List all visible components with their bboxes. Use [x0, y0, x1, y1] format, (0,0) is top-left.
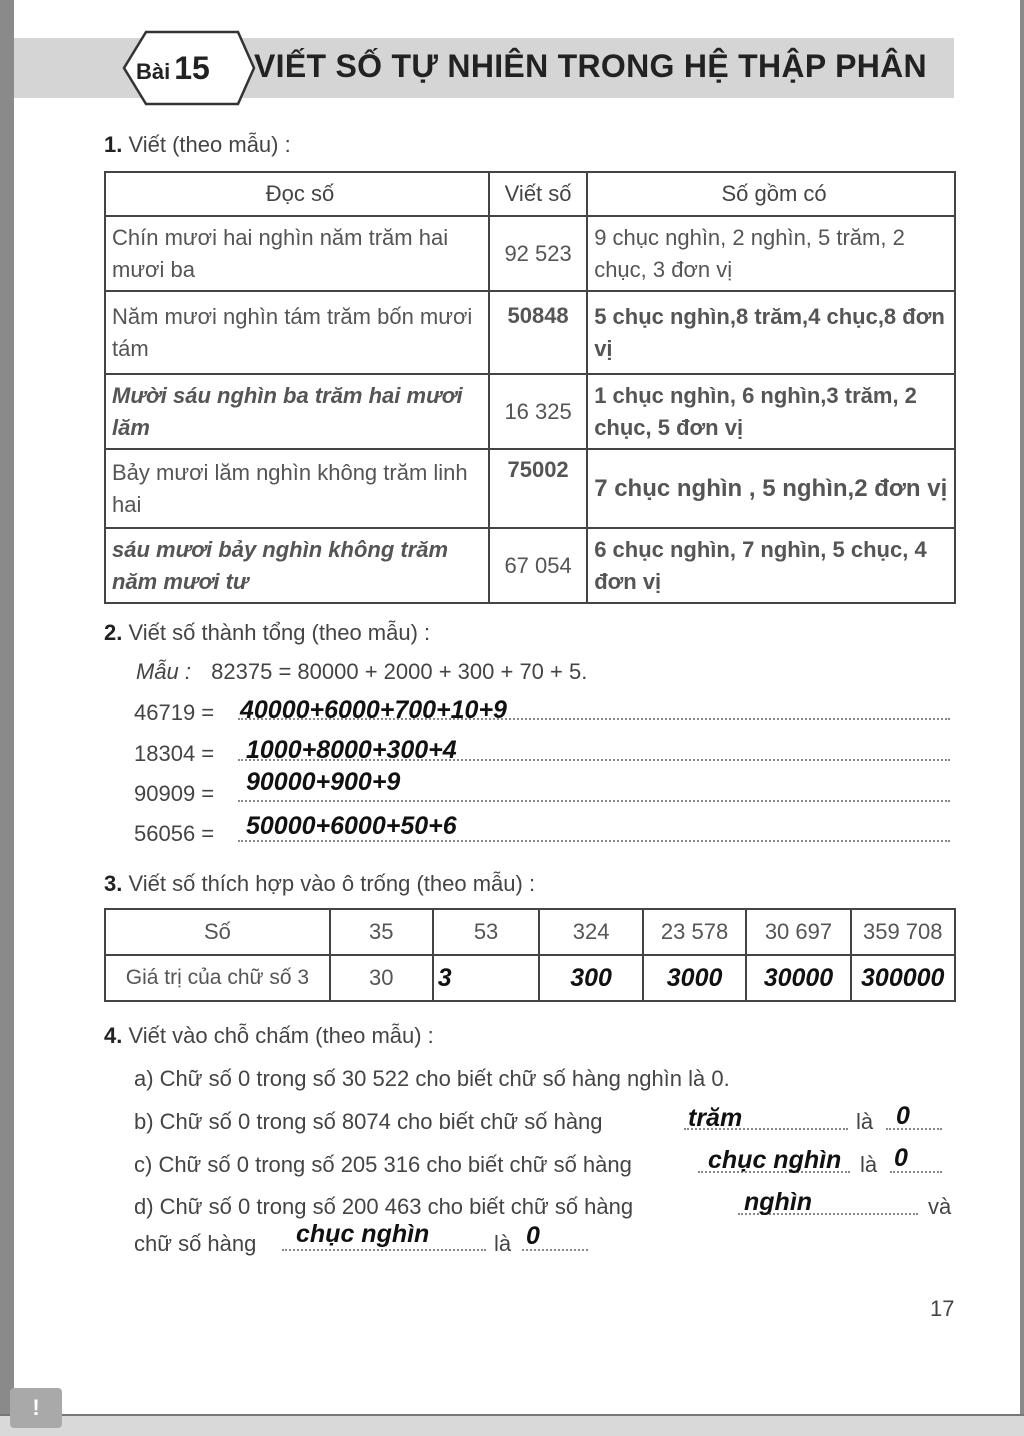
ex4-d-and: và [928, 1194, 952, 1219]
ex4-line-d2: chữ số hàng [134, 1231, 257, 1256]
parts-cell: 9 chục nghìn, 2 nghìn, 5 trăm, 2 chục, 3 đơn vị [587, 216, 955, 291]
table-row [105, 216, 955, 291]
read-cell-answer: Mười sáu nghìn ba trăm hai mươi lăm [105, 374, 489, 449]
number-cell: 30 697 [746, 909, 850, 955]
ex4-d-la: là [494, 1231, 512, 1256]
lesson-number: 15 [174, 50, 210, 86]
number-cell: 324 [539, 909, 642, 955]
exercise-2-prompt: Viết số thành tổng (theo mẫu) : [128, 620, 431, 645]
exercise-1-prompt: Viết (theo mẫu) : [128, 132, 291, 157]
exercise-4-prompt: Viết vào chỗ chấm (theo mẫu) : [128, 1023, 434, 1048]
column-header: Viết số [489, 172, 587, 216]
sum-lhs: 56056 = [134, 821, 215, 846]
ex4-c-answer-2: 0 [894, 1144, 908, 1172]
table-header-row [105, 172, 955, 216]
parts-cell-answer: 1 chục nghìn, 6 nghìn,3 trăm, 2 chục, 5 đơn vị [587, 374, 955, 449]
sum-answer: 1000+8000+300+4 [246, 736, 457, 764]
write-cell: 67 054 [489, 528, 587, 603]
exercise-3-heading [104, 871, 535, 897]
ex4-b-la: là [856, 1109, 874, 1134]
table-row [105, 909, 955, 955]
write-cell: 92 523 [489, 216, 587, 291]
sample-expression: 82375 = 80000 + 2000 + 300 + 70 + 5. [211, 659, 588, 684]
ex4-b-answer-2: 0 [896, 1102, 910, 1130]
parts-cell-answer: 5 chục nghìn,8 trăm,4 chục,8 đơn vị [587, 291, 955, 374]
read-cell: Chín mươi hai nghìn năm trăm hai mươi ba [105, 216, 489, 291]
write-cell-answer: 50848 [489, 291, 587, 374]
value-cell: 30 [330, 955, 433, 1001]
ex4-line-d: d) Chữ số 0 trong số 200 463 cho biết chữ số hàng [134, 1194, 634, 1219]
workbook-page [14, 0, 1020, 1418]
parts-cell-answer: 7 chục nghìn , 5 nghìn,2 đơn vị [587, 449, 955, 528]
read-cell: Bảy mươi lăm nghìn không trăm linh hai [105, 449, 489, 528]
number-cell: 359 708 [851, 909, 956, 955]
sample-line [136, 659, 587, 685]
row-label: Số [105, 909, 330, 955]
ex4-d-answer-1: nghìn [744, 1188, 813, 1216]
answer-dotted-line [238, 800, 950, 802]
table-row [105, 528, 955, 603]
read-cell: Năm mươi nghìn tám trăm bốn mươi tám [105, 291, 489, 374]
page-title: VIẾT SỐ TỰ NHIÊN TRONG HỆ THẬP PHÂN [254, 48, 927, 84]
exercise-4-heading [104, 1023, 434, 1049]
sum-lhs: 46719 = [134, 700, 215, 725]
ex4-d-answer-2: chục nghìn [296, 1220, 430, 1248]
lesson-label: Bài [136, 59, 171, 84]
sum-answer: 40000+6000+700+10+9 [240, 696, 507, 724]
sum-answer: 50000+6000+50+6 [246, 812, 457, 840]
ex4-c-answer-1: chục nghìn [708, 1146, 842, 1174]
sum-answer: 90000+900+9 [246, 768, 401, 796]
value-cell-answer: 30000 [746, 955, 850, 1001]
number-cell: 35 [330, 909, 433, 955]
ex4-line-a: a) Chữ số 0 trong số 30 522 cho biết chữ số hàng nghìn là 0. [134, 1066, 730, 1091]
ex4-b-answer-1: trăm [688, 1104, 743, 1132]
value-cell-answer: 300 [539, 955, 642, 1001]
warning-icon[interactable]: ! [10, 1388, 62, 1428]
exercise-2-number: 2. [104, 620, 123, 645]
number-cell: 23 578 [643, 909, 747, 955]
write-cell-answer: 75002 [489, 449, 587, 528]
value-cell-answer: 3000 [643, 955, 747, 1001]
table-row [105, 955, 955, 1001]
lesson-badge [106, 28, 256, 108]
column-header: Đọc số [105, 172, 489, 216]
exercise-3-prompt: Viết số thích hợp vào ô trống (theo mẫu) : [128, 871, 536, 896]
exercise-1-table [104, 171, 956, 604]
ex4-c-la: là [860, 1152, 878, 1177]
exercise-1-number: 1. [104, 132, 123, 157]
exercise-3-number: 3. [104, 871, 123, 896]
sample-label: Mẫu : [136, 659, 192, 684]
value-cell-answer: 300000 [851, 955, 956, 1001]
column-header: Số gồm có [587, 172, 955, 216]
exercise-2-heading [104, 620, 430, 646]
bottom-bar [0, 1414, 1024, 1436]
write-cell: 16 325 [489, 374, 587, 449]
number-cell: 53 [433, 909, 540, 955]
ex4-d-answer-3: 0 [526, 1222, 540, 1250]
sum-lhs: 90909 = [134, 781, 215, 806]
table-row [105, 449, 955, 528]
parts-cell-answer: 6 chục nghìn, 7 nghìn, 5 chục, 4 đơn vị [587, 528, 955, 603]
sum-lhs: 18304 = [134, 741, 215, 766]
table-row [105, 291, 955, 374]
read-cell-answer: sáu mươi bảy nghìn không trăm năm mươi tư [105, 528, 489, 603]
answer-dotted-line [282, 1249, 486, 1251]
exercise-1-heading [104, 132, 291, 158]
value-cell-answer: 3 [433, 955, 540, 1001]
exercise-3-table [104, 908, 956, 1002]
ex4-line-b: b) Chữ số 0 trong số 8074 cho biết chữ số hàng [134, 1109, 603, 1134]
ex4-line-c: c) Chữ số 0 trong số 205 316 cho biết chữ số hàng [134, 1152, 632, 1177]
exercise-4-number: 4. [104, 1023, 123, 1048]
table-row [105, 374, 955, 449]
page-number: 17 [930, 1296, 955, 1321]
answer-dotted-line [886, 1128, 942, 1130]
row-label: Giá trị của chữ số 3 [105, 955, 330, 1001]
